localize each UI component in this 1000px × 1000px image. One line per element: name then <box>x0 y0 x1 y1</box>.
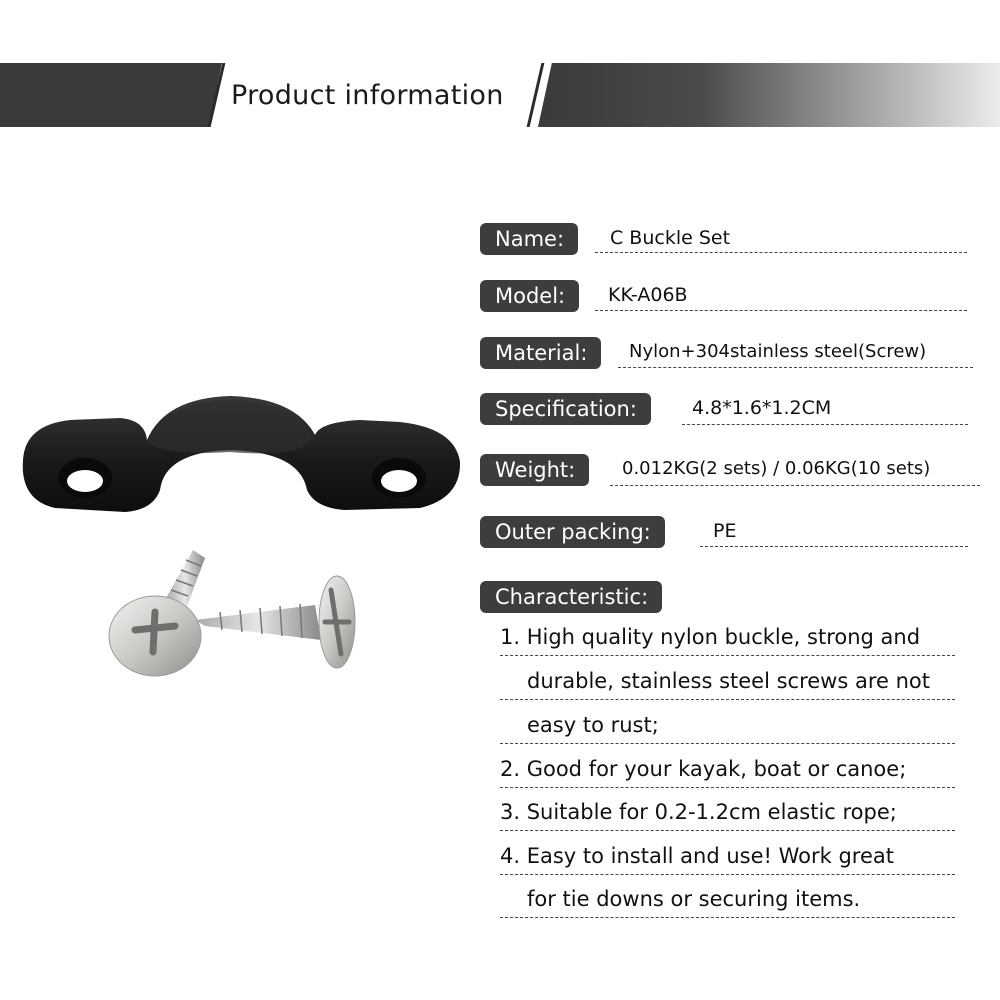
underline <box>610 485 980 486</box>
spec-value: PE <box>713 520 737 542</box>
spec-label: Outer packing: <box>480 516 665 548</box>
underline <box>500 743 955 744</box>
characteristic-label: Characteristic: <box>480 581 662 613</box>
characteristic-line: 1. High quality nylon buckle, strong and <box>500 625 921 649</box>
underline <box>500 830 955 831</box>
characteristic-line: for tie downs or securing items. <box>527 887 861 911</box>
spec-value: C Buckle Set <box>610 227 731 249</box>
page-title: Product information <box>231 80 504 111</box>
c-buckle-illustration <box>15 390 470 690</box>
screw-left <box>109 550 205 676</box>
characteristic-line: 3. Suitable for 0.2-1.2cm elastic rope; <box>500 800 897 824</box>
product-image <box>15 390 470 690</box>
underline <box>500 655 955 656</box>
spec-label: Specification: <box>480 393 651 425</box>
screw-right <box>195 576 355 668</box>
underline <box>700 546 968 547</box>
spec-label: Weight: <box>480 454 589 486</box>
underline <box>500 917 955 918</box>
spec-value: 4.8*1.6*1.2CM <box>692 397 832 419</box>
spec-label: Model: <box>480 280 579 312</box>
spec-value: KK-A06B <box>608 284 688 306</box>
underline <box>500 787 955 788</box>
characteristic-line: durable, stainless steel screws are not <box>527 669 930 693</box>
characteristic-line: 4. Easy to install and use! Work great <box>500 844 895 868</box>
underline <box>682 424 968 425</box>
underline <box>595 252 967 253</box>
characteristic-line: 2. Good for your kayak, boat or canoe; <box>500 757 907 781</box>
spec-value: Nylon+304stainless steel(Screw) <box>629 341 927 362</box>
spec-label: Material: <box>480 337 601 369</box>
spec-value: 0.012KG(2 sets) / 0.06KG(10 sets) <box>622 458 931 479</box>
underline <box>595 310 967 311</box>
underline <box>618 367 973 368</box>
spec-label: Name: <box>480 223 578 255</box>
underline <box>500 699 955 700</box>
nylon-buckle <box>23 396 460 512</box>
header-banner-right <box>538 63 1000 127</box>
underline <box>500 874 955 875</box>
header-banner-left <box>0 63 222 127</box>
characteristic-line: easy to rust; <box>527 713 659 737</box>
